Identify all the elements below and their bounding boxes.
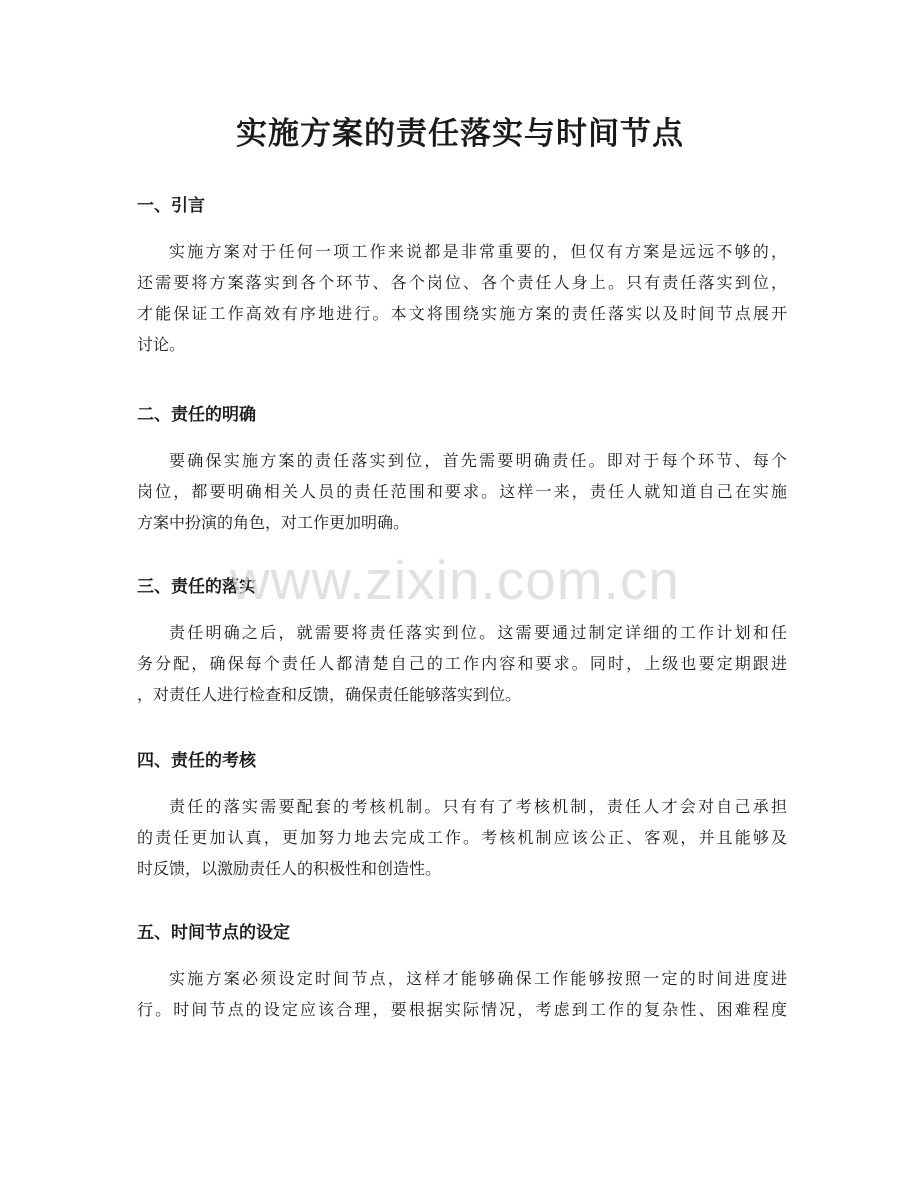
- section-heading-responsibility-clarity: 二、责任的明确: [137, 405, 256, 425]
- paragraph-line: 方案中扮演的角色，对工作更加明确。: [137, 513, 410, 532]
- watermark-text: www.zixin.com.cn: [230, 549, 680, 611]
- paragraph-line: 责任明确之后，就需要将责任落实到位。这需要通过制定详细的工作计划和任: [169, 623, 787, 642]
- paragraph-line: 岗位，都要明确相关人员的责任范围和要求。这样一来，责任人就知道自己在实施: [137, 482, 787, 501]
- section-heading-time-milestones: 五、时间节点的设定: [137, 923, 290, 943]
- paragraph-line: ，对责任人进行检查和反馈，确保责任能够落实到位。: [137, 685, 522, 704]
- section-paragraph-responsibility-implementation: [137, 617, 787, 710]
- section-heading-introduction: 一、引言: [137, 196, 205, 216]
- section-heading-responsibility-assessment: 四、责任的考核: [137, 751, 256, 771]
- paragraph-line: 才能保证工作高效有序地进行。本文将围绕实施方案的责任落实以及时间节点展开: [137, 304, 787, 323]
- paragraph-line: 还需要将方案落实到各个环节、各个岗位、各个责任人身上。只有责任落实到位，: [137, 273, 787, 292]
- section-paragraph-introduction: [137, 236, 787, 360]
- paragraph-line: 讨论。: [137, 335, 186, 354]
- paragraph-line: 行。时间节点的设定应该合理，要根据实际情况，考虑到工作的复杂性、困难程度: [137, 1000, 787, 1019]
- section-paragraph-time-milestones: [137, 963, 787, 1025]
- section-paragraph-responsibility-assessment: [137, 791, 787, 884]
- document-title: 实施方案的责任落实与时间节点: [236, 116, 684, 152]
- section-paragraph-responsibility-clarity: [137, 445, 787, 538]
- paragraph-line: 实施方案必须设定时间节点，这样才能够确保工作能够按照一定的时间进度进: [169, 969, 787, 988]
- paragraph-line: 时反馈，以激励责任人的积极性和创造性。: [137, 859, 442, 878]
- paragraph-line: 务分配，确保每个责任人都清楚自己的工作内容和要求。同时，上级也要定期跟进: [137, 654, 787, 673]
- paragraph-line: 责任的落实需要配套的考核机制。只有有了考核机制，责任人才会对自己承担: [169, 797, 787, 816]
- paragraph-line: 实施方案对于任何一项工作来说都是非常重要的，但仅有方案是远远不够的，: [169, 242, 787, 261]
- paragraph-line: 的责任更加认真，更加努力地去完成工作。考核机制应该公正、客观，并且能够及: [137, 828, 787, 847]
- section-heading-responsibility-implementation: 三、责任的落实: [137, 577, 256, 597]
- paragraph-line: 要确保实施方案的责任落实到位，首先需要明确责任。即对于每个环节、每个: [169, 451, 787, 470]
